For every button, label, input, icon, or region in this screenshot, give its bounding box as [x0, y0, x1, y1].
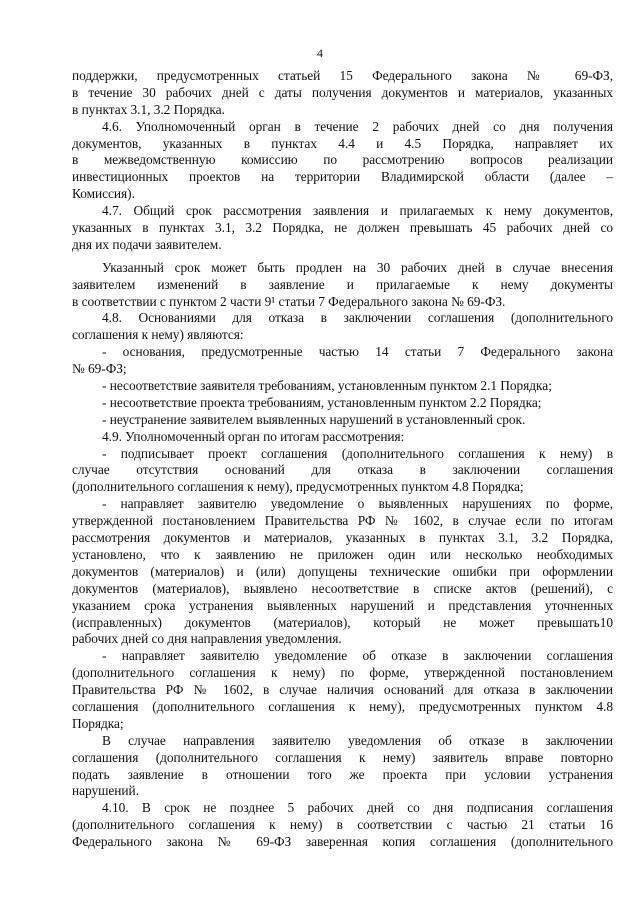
text-line: Федерального закона № 69-ФЗ заверенная копия соглашения (дополнительного: [72, 834, 613, 850]
text-line: 4.9. Уполномоченный орган по итогам рассмотрения:: [102, 428, 405, 444]
text-line: Порядка;: [72, 715, 124, 731]
text-line: в течение 30 рабочих дней с даты получения документов и материалов, указанных: [72, 84, 613, 100]
text-line: - подписывает проект соглашения (дополнительного соглашения к нему) в: [102, 445, 613, 461]
text-line: подать заявление в отношении того же проекта при условии устранения: [72, 766, 613, 782]
text-line: - направляет заявителю уведомление об отказе в заключении соглашения: [102, 648, 613, 664]
text-line: случае отсутствия оснований для отказа в заключении соглашения: [72, 462, 613, 478]
text-line: 4.8. Основаниями для отказа в заключении соглашения (дополнительного: [102, 310, 613, 326]
text-line: Комиссия).: [72, 186, 135, 202]
text-line: 4.7. Общий срок рассмотрения заявления и прилагаемых к нему документов,: [102, 203, 613, 219]
text-line: - несоответствие проекта требованиям, установленным пунктом 2.2 Порядка;: [102, 394, 542, 410]
text-line: инвестиционных проектов на территории Владимирской области (далее –: [72, 169, 613, 185]
text-line: соглашения к нему) являются:: [72, 327, 244, 343]
text-line: поддержки, предусмотренных статьей 15 Федерального закона № 69-ФЗ,: [72, 68, 613, 83]
text-line: заявителем изменений в заявление и прилагаемые к нему документы: [72, 276, 613, 292]
text-line: рассмотрения документов и материалов, указанных в пунктах 3.1, 3.2 Порядка,: [72, 530, 613, 546]
text-line: 4.6. Уполномоченный орган в течение 2 рабочих дней со дня получения: [102, 118, 613, 134]
text-line: установлено, что к заявлению не приложен один или несколько необходимых: [72, 546, 613, 562]
text-line: соглашения (дополнительного соглашения к нему) заявитель вправе повторно: [72, 749, 613, 765]
text-line: 4.10. В срок не позднее 5 рабочих дней со дня подписания соглашения: [102, 800, 613, 816]
text-line: (дополнительного соглашения к нему) в соответствии с частью 21 статьи 16: [72, 817, 613, 833]
text-line: дня их подачи заявителем.: [72, 236, 222, 252]
text-line: - направляет заявителю уведомление о выявленных нарушениях по форме,: [102, 496, 613, 512]
text-line: документов, указанных в пунктах 4.4 и 4.5 Порядка, направляет их: [72, 135, 613, 151]
text-line: (исправленных) документов (материалов), который не может превышать10: [72, 614, 613, 630]
text-line: в пунктах 3.1, 3.2 Порядка.: [72, 101, 225, 117]
text-line: указанием срока устранения выявленных нарушений и представления уточненных: [72, 597, 613, 613]
text-line: Указанный срок может быть продлен на 30 рабочих дней в случае внесения: [102, 259, 613, 275]
text-line: В случае направления заявителю уведомления об отказе в заключении: [102, 732, 613, 748]
text-line: документов (материалов) и (или) допущены технические ошибки при оформлении: [72, 563, 613, 579]
text-line: нарушений.: [72, 783, 139, 799]
text-line: № 69-ФЗ;: [72, 361, 127, 377]
text-line: указанных в пунктах 3.1, 3.2 Порядка, не должен превышать 45 рабочих дней со: [72, 220, 613, 236]
text-line: утвержденной постановлением Правительства РФ № 1602, в случае если по итогам: [72, 513, 613, 529]
text-line: рабочих дней со дня направления уведомления.: [72, 631, 342, 647]
document-body: [72, 68, 613, 851]
text-line: документов (материалов), выявлено несоответствие в списке актов (решений), с: [72, 580, 613, 596]
text-line: - несоответствие заявителя требованиям, установленным пунктом 2.1 Порядка;: [102, 378, 552, 394]
text-line: - основания, предусмотренные частью 14 статьи 7 Федерального закона: [102, 344, 613, 360]
text-line: (дополнительного соглашения к нему), предусмотренных пунктом 4.8 Порядка;: [72, 479, 524, 495]
text-line: - неустранение заявителем выявленных нарушений в установленный срок.: [102, 411, 526, 427]
text-line: соглашения (дополнительного соглашения к нему), предусмотренных пунктом 4.8: [72, 698, 613, 714]
text-line: (дополнительного соглашения к нему) по форме, утвержденной постановлением: [72, 665, 613, 681]
text-line: в соответствии с пунктом 2 части 9¹ статьи 7 Федерального закона № 69-ФЗ.: [72, 293, 506, 309]
page-number: 4: [317, 46, 323, 60]
text-line: в межведомственную комиссию по рассмотрению вопросов реализации: [72, 152, 613, 168]
text-line: Правительства РФ № 1602, в случае наличия оснований для отказа в заключении: [72, 682, 613, 698]
